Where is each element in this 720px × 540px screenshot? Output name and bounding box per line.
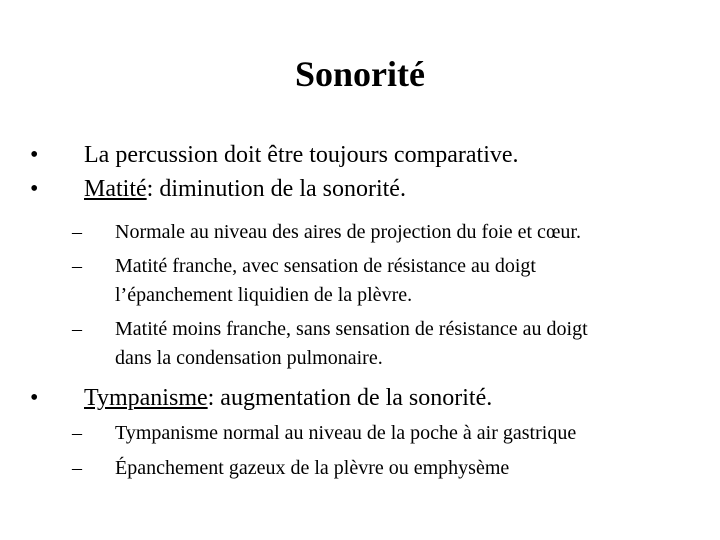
definition-matite: : diminution de la sonorité. (146, 176, 406, 202)
dash-marker: – (72, 255, 82, 277)
subitem-normale: Normale au niveau des aires de projection du foie et cœur. (115, 221, 581, 243)
term-tympanisme: Tympanisme (84, 385, 208, 411)
dash-marker: – (72, 422, 82, 444)
bullet-text-tympanisme (84, 383, 492, 413)
dash-marker: – (72, 221, 82, 243)
bullet-text-percussion: La percussion doit être toujours comparative. (84, 142, 519, 168)
dash-marker: – (72, 318, 82, 340)
dash-marker: – (72, 457, 82, 479)
subitem-matite-franche-line2: l’épanchement liquidien de la plèvre. (115, 284, 413, 306)
bullet-text-matite (84, 174, 406, 204)
subitem-matite-franche-line1: Matité franche, avec sensation de résistance au doigt (115, 255, 536, 277)
term-matite: Matité (84, 176, 147, 202)
slide-title: Sonorité (295, 54, 425, 94)
bullet-marker: • (30, 385, 39, 411)
subitem-epanchement-gazeux: Épanchement gazeux de la plèvre ou emphysème (115, 457, 510, 479)
definition-tympanisme: : augmentation de la sonorité. (207, 385, 493, 411)
bullet-marker: • (30, 176, 39, 202)
subitem-tympanisme-normal: Tympanisme normal au niveau de la poche à air gastrique (115, 422, 577, 444)
bullet-marker: • (30, 142, 39, 168)
subitem-matite-moins-franche-line2: dans la condensation pulmonaire. (115, 347, 383, 369)
subitem-matite-moins-franche-line1: Matité moins franche, sans sensation de résistance au doigt (115, 318, 588, 340)
